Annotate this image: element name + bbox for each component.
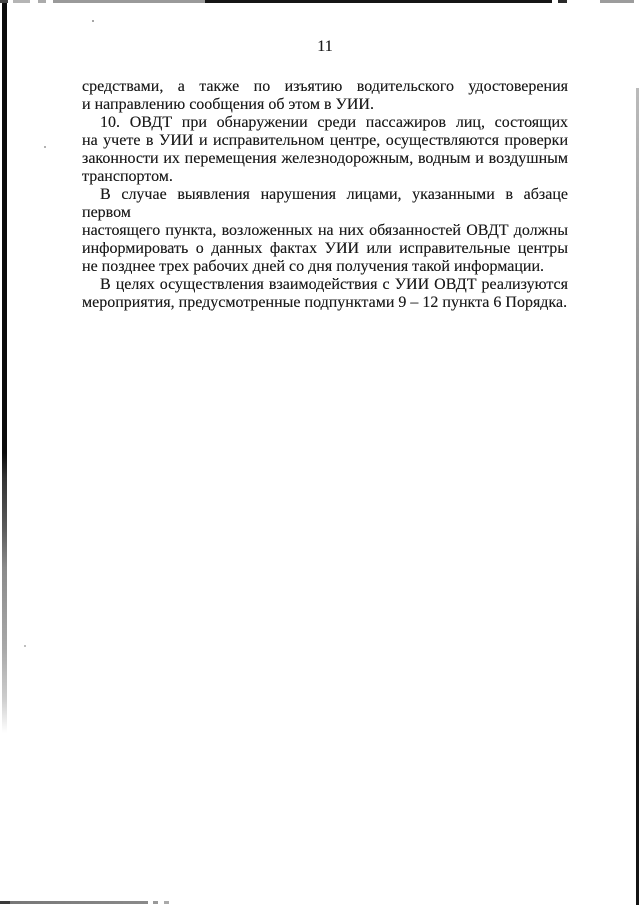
scan-artifact-bottom-edge [0, 901, 172, 904]
paragraph [82, 114, 568, 186]
text-line: настоящего пункта, возложенных на них обязанностей ОВДТ должны [82, 222, 568, 239]
text-line: законности их перемещения железнодорожным, водным и воздушным [82, 150, 568, 167]
text-line: информировать о данных фактах УИИ или исправительные центры [82, 240, 568, 257]
text-line: транспортом. [82, 168, 173, 185]
scan-artifact-left-edge [2, 3, 7, 733]
scan-speck [92, 20, 94, 22]
paragraph [82, 78, 568, 114]
paragraph [82, 186, 568, 276]
text-line: В целях осуществления взаимодействия с УИИ ОВДТ реализуются [100, 276, 568, 293]
scan-artifact-top-edge [0, 0, 640, 3]
text-line: и направлению сообщения об этом в УИИ. [82, 96, 374, 113]
scan-speck [24, 645, 26, 647]
text-line: средствами, а также по изъятию водительского удостоверения [82, 78, 568, 95]
scan-speck [44, 146, 46, 148]
text-line: 10. ОВДТ при обнаружении среди пассажиров лиц, состоящих [100, 114, 568, 131]
page-number: 11 [317, 38, 333, 55]
text-line: В случае выявления нарушения лицами, указанными в абзаце первом [82, 186, 568, 221]
text-line: мероприятия, предусмотренные подпунктами 9 – 12 пункта 6 Порядка. [82, 294, 568, 311]
scan-artifact-right-edge [636, 88, 639, 905]
paragraph [82, 276, 568, 312]
text-line: не позднее трех рабочих дней со дня получения такой информации. [82, 258, 545, 275]
document-body [82, 78, 568, 312]
text-line: на учете в УИИ и исправительном центре, осуществляются проверки [82, 132, 568, 149]
